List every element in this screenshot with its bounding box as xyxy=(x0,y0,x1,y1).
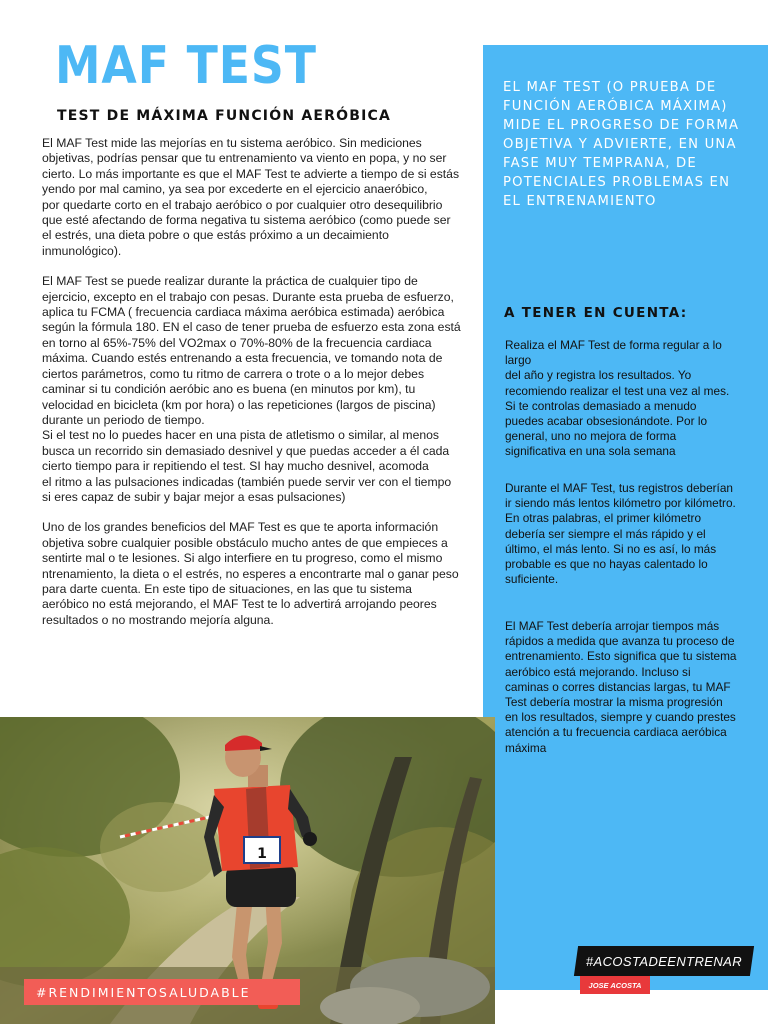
page-subtitle: TEST DE MÁXIMA FUNCIÓN AERÓBICA xyxy=(57,108,391,124)
author-tag: JOSE ACOSTA xyxy=(580,976,650,994)
hashtag-acostadeentrenar xyxy=(574,946,754,976)
page-title: MAF TEST xyxy=(55,36,317,96)
article-paragraph-3: Uno de los grandes beneficios del MAF Test es que te aporta información objetiva sobre cualquier posible obstáculo mucho antes de que empieces a sentirte mal o te lesiones. Si algo interfiere en tu progreso, como el mismo ntrenamiento, la dieta o el estrés, no esperes a encontrarte mal o ganar peso para darte cuenta. En este tipo de situaciones, en las que tu sistema aeróbico no está mejorando, el MAF Test te lo advertirá arrojando peores resultados o no mostrando mejoría alguna. xyxy=(42,520,459,627)
trail-runner-photo xyxy=(0,717,495,1024)
bib-number: 1 xyxy=(257,846,267,862)
sidebar-panel xyxy=(483,45,768,990)
notes-heading: A TENER EN CUENTA: xyxy=(504,305,688,321)
main-article xyxy=(42,136,462,643)
article-paragraph-1: El MAF Test mide las mejorías en tu sistema aeróbico. Sin mediciones objetivas, podrías pensar que tu entrenamiento va viento en popa, y no ser cierto. Lo más importante es que el MAF Test te advierte a tiempo de si estás yendo por mal camino, ya sea por excederte en el ejercicio anaeróbico, por quedarte corto en el trabajo aeróbico o por cualquier otro desequilibrio que esté afectando de forma negativa tu sistema aeróbico (como puede ser el estrés, una dieta pobre o que estás próximo a un decaimiento inmunológico). xyxy=(42,136,460,258)
note-2: Durante el MAF Test, tus registros deberían ir siendo más lentos kilómetro por kilómetro. En otras palabras, el primer kilómetro debería ser siempre el más rápido y el último, el más lento. Si no es así, lo más probable es que no hayas calentado lo suficiente. xyxy=(505,481,736,587)
note-3: El MAF Test debería arrojar tiempos más rápidos a medida que avanza tu proceso de entrenamiento. Esto significa que tu sistema aeróbico está mejorando. Incluso si caminas o corres distancias largas, tu MAF Test debería mostrar la misma progresión en los resultados, siempre y cuando prestes atención a tu frecuencia cardiaca aeróbica máxima xyxy=(505,619,737,755)
note-1: Realiza el MAF Test de forma regular a lo largo del año y registra los resultados. Yo recomiendo realizar el test una vez al mes. Si te controlas demasiado a menudo puedes acabar obsesionándote. Por lo general, uno no mejora de forma significativa en una sola semana xyxy=(505,338,730,459)
hashtag-right-label: #ACOSTADEENTRENAR xyxy=(585,953,743,969)
hashtag-rendimientosaludable: #RENDIMIENTOSALUDABLE xyxy=(24,979,300,1005)
sidebar-quote: EL MAF TEST (O PRUEBA DE FUNCIÓN AERÓBICA MÁXIMA) MIDE EL PROGRESO DE FORMA OBJETIVA Y ADVIERTE, EN UNA FASE MUY TEMPRANA, DE POTENCIALES PROBLEMAS EN EL ENTRENAMIENTO xyxy=(503,80,740,209)
article-paragraph-2: El MAF Test se puede realizar durante la práctica de cualquier tipo de ejercicio, excepto en el trabajo con pesas. Durante esta prueba de esfuerzo, aplica tu FCMA ( frecuencia cardiaca máxima aeróbica estimada) aeróbica según la fórmula 180. EN el caso de tener prueba de esfuerzo esta zona está en torno al 65%-75% del VO2max o 70%-80% de la frecuencia cardiaca máxima. Cuando estés entrenando a esta frecuencia, ve tomando nota de ciertos parámetros, como tu ritmo de carrera o trote o a lo mejor debes caminar si tu condición aeróbic ano es buena (en minutos por km), tu velocidad en bicicleta (km por hora) o las repeticiones (largos de piscina) durante un periodo de tiempo. Si el test no lo puedes hacer en una pista de atletismo o similar, al menos busca un recorrido sin demasiado desnivel y que puedas acceder a él cada cierto tiempo para ir repitiendo el test. SI hay mucho desnivel, acomoda el ritmo a las pulsaciones indicadas (también puede servir ver con el tiempo si eres capaz de subir y bajar mejor a esas pulsaciones) xyxy=(42,274,461,504)
